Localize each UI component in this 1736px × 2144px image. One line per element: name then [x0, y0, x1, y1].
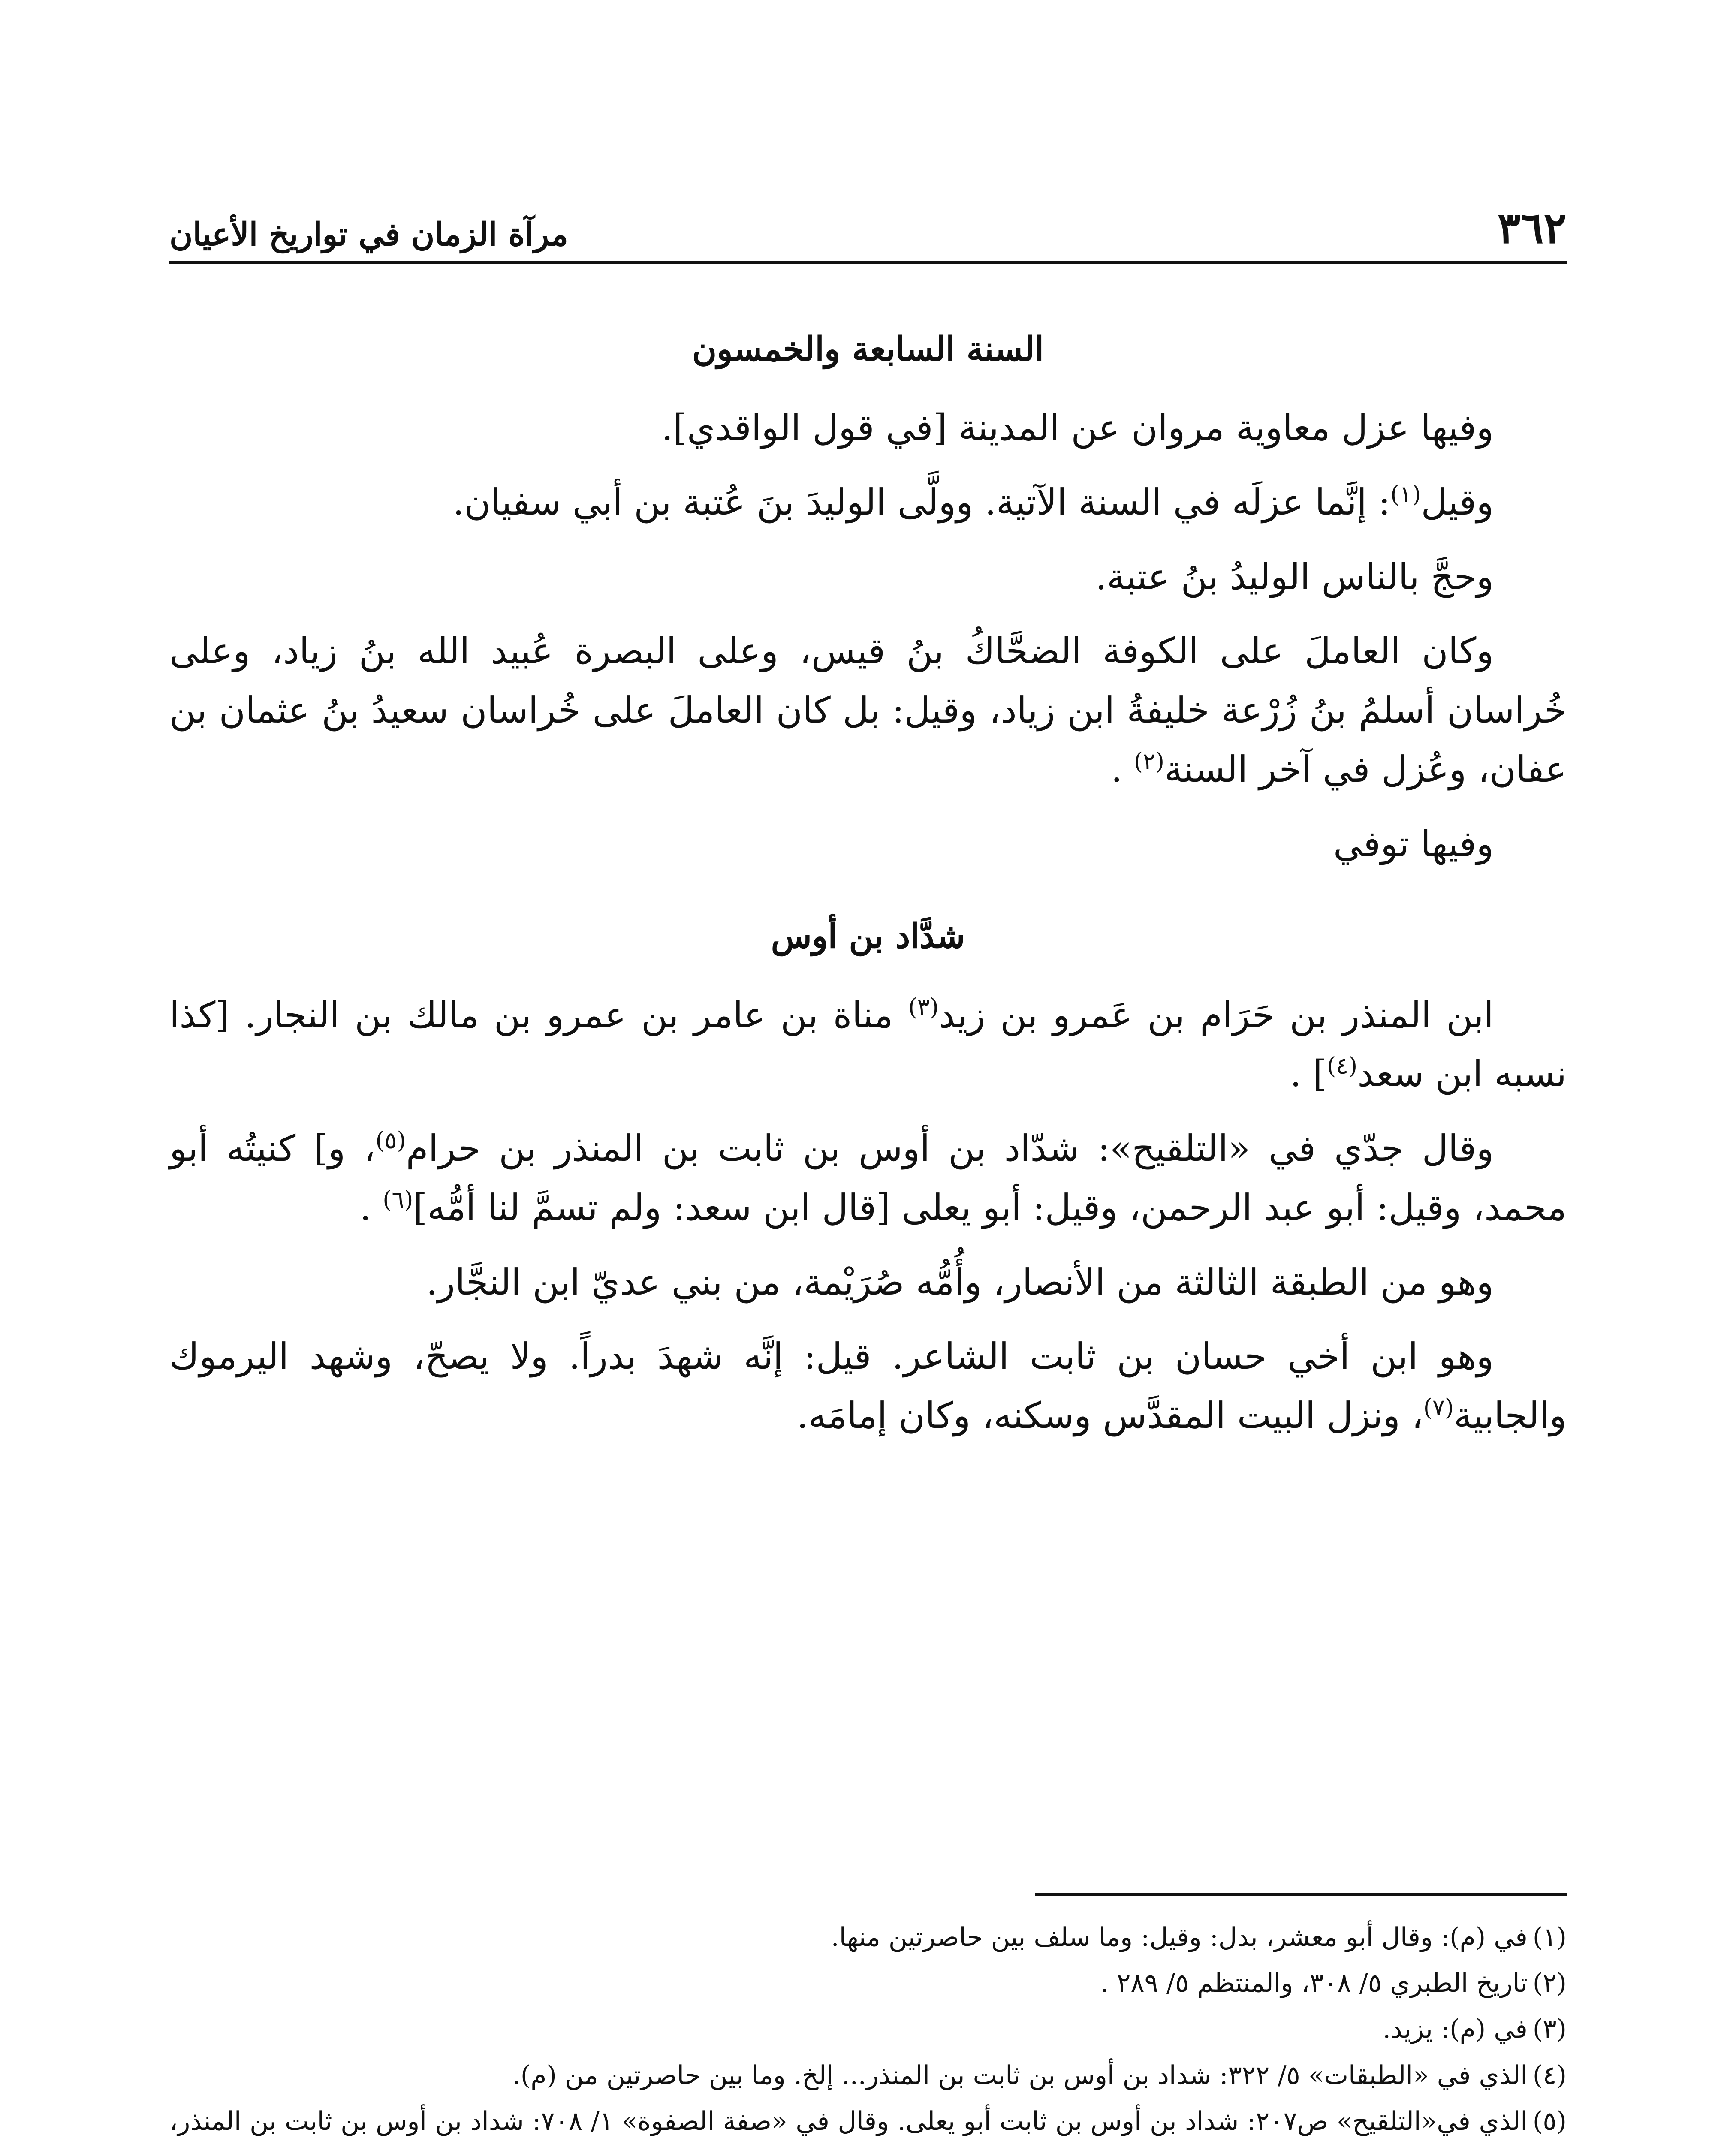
footnote-ref: (٧) — [1423, 1394, 1454, 1421]
running-title: مرآة الزمان في تواريخ الأعيان — [169, 216, 568, 253]
main-text — [169, 326, 1567, 1461]
paragraph: وهو من الطبقة الثالثة من الأنصار، وأُمُّه صُرَيْمة، من بني عديّ ابن النجَّار. — [426, 1261, 1494, 1303]
paragraph: وكان العاملَ على الكوفة الضحَّاكُ بنُ قيس، وعلى البصرة عُبيد الله بنُ زياد، وعلى خُراسان أسلمُ بنُ زُرْعة خليفةُ ابن زياد، وقيل: بل كان العاملَ على خُراسان سعيدُ بنُ عثمان بن عفان، وعُزل في آخر السنة$^{(٢)}$ . — [169, 630, 1567, 790]
paragraph: وقيل$^{(١)}$: إنَّما عزلَه في السنة الآتية. وولَّى الوليدَ بنَ عُتبة بن أبي سفيان. — [452, 480, 1494, 523]
section-title-person: شدَّاد بن أوس — [771, 917, 965, 956]
paragraph: وحجَّ بالناس الوليدُ بنُ عتبة. — [1095, 555, 1494, 598]
footnote-ref: (٥) — [375, 1127, 406, 1154]
footnote-ref: (٦) — [383, 1186, 413, 1213]
footnote-ref: (٢) — [1133, 747, 1165, 775]
footnote-ref: (١) — [1390, 480, 1421, 508]
paragraph: ابن المنذر بن حَرَام بن عَمرو بن زيد$^{(٣)}$ مناة بن عامر بن عمرو بن مالك بن النجار. [كذا نسبه ابن سعد$^{(٤)}$] . — [169, 993, 1567, 1095]
section-title-year: السنة السابعة والخمسون — [692, 330, 1044, 369]
footnote: (٣)في (م): يزيد. — [1382, 2014, 1567, 2045]
footnote: (١)في (م): وقال أبو معشر، بدل: وقيل: وما سلف بين حاصرتين منها. — [831, 1922, 1567, 1952]
page-number: ٣٦٢ — [1497, 202, 1567, 253]
paragraph: وقال جدّي في «التلقيح»: شدّاد بن أوس بن ثابت بن المنذر بن حرام$^{(٥)}$، و] كنيتُه أبو محمد، وقيل: أبو عبد الرحمن، وقيل: أبو يعلى [قال ابن سعد: ولم تسمَّ لنا أمُّه]$^{(٦)}$ . — [169, 1127, 1567, 1229]
footnote: (٥)الذي في«التلقيح» ص٢٠٧: شداد بن أوس بن ثابت أبو يعلى. وقال في «صفة الصفوة» ١/ ٧٠٨: شداد بن أوس بن ثابت بن المنذر، — [169, 2106, 1567, 2136]
paragraph: وفيها عزل معاوية مروان عن المدينة [في قول الواقدي]. — [661, 407, 1494, 449]
footnotes — [169, 1917, 1567, 2144]
footnote-ref: (٤) — [1327, 1052, 1358, 1080]
running-header — [169, 189, 1567, 264]
paragraph: وهو ابن أخي حسان بن ثابت الشاعر. قيل: إنَّه شهدَ بدراً. ولا يصحّ، وشهد اليرموك والجابية$^{(٧)}$، ونزل البيت المقدَّس وسكنه، وكان إمامَه. — [169, 1335, 1567, 1437]
paragraph: وفيها توفي — [1333, 822, 1494, 865]
footnote-ref: (٣) — [908, 993, 939, 1021]
footnote: (٢)تاريخ الطبري ٥/ ٣٠٨، والمنتظم ٥/ ٢٨٩ . — [1100, 1968, 1567, 1999]
footnote: (٤)الذي في «الطبقات» ٥/ ٣٢٢: شداد بن أوس بن ثابت بن المنذر... إلخ. وما بين حاصرتين من (م). — [512, 2060, 1567, 2090]
footnote-divider — [1035, 1893, 1567, 1896]
